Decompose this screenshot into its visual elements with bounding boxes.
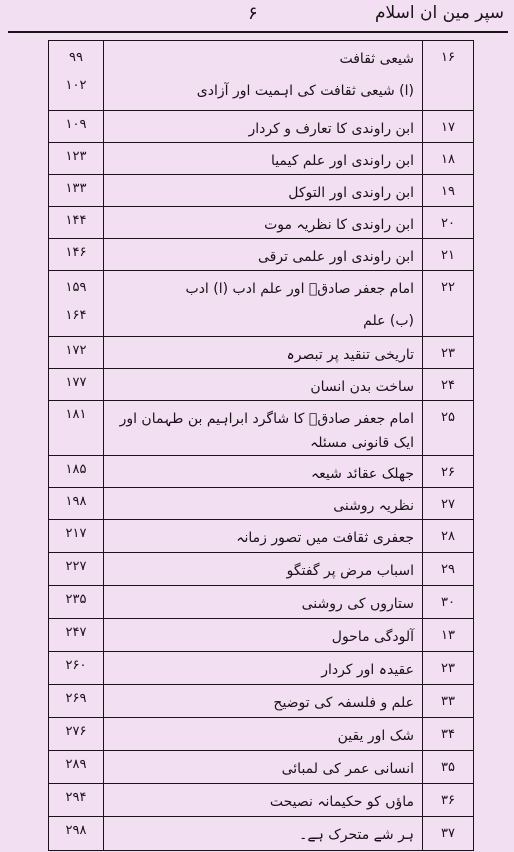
entry-title <box>104 175 423 207</box>
entry-number: ۲۲ <box>423 271 474 337</box>
entry-number: ۲۷ <box>423 488 474 520</box>
entry-page <box>49 817 104 851</box>
entry-title-line: ابن راوندی اور علمی ترقی <box>257 249 414 265</box>
entry-title-line: ابن راوندی اور التوکل <box>288 185 414 201</box>
page-ref: ۲۲۷ <box>65 559 87 574</box>
toc-row <box>49 619 474 652</box>
page-ref: ۲۱۷ <box>65 526 87 541</box>
page-ref: ۲۷۶ <box>65 724 87 739</box>
entry-title-line: تاریخی تنقید پر تبصرہ <box>286 347 414 363</box>
entry-number: ۳۳ <box>423 685 474 718</box>
entry-page <box>49 553 104 586</box>
toc-row <box>49 652 474 685</box>
entry-page <box>49 207 104 239</box>
entry-page <box>49 111 104 143</box>
entry-title-line: عقیدہ اور کردار <box>321 662 414 678</box>
toc-row <box>49 817 474 851</box>
page-header <box>0 0 514 36</box>
toc-row <box>49 41 474 111</box>
page-ref: ۲۶۹ <box>65 691 87 706</box>
page-ref: ۱۳۳ <box>65 181 87 196</box>
entry-number: ۲۳ <box>423 652 474 685</box>
entry-number: ۳۵ <box>423 751 474 784</box>
toc-row <box>49 751 474 784</box>
entry-title <box>104 41 423 111</box>
page-number: ۶ <box>248 3 258 24</box>
entry-number: ۲۸ <box>423 520 474 553</box>
entry-title-line: ابن راوندی کا نظریہ موت <box>264 217 414 233</box>
entry-page <box>49 488 104 520</box>
toc-row <box>49 111 474 143</box>
entry-title-line: امام جعفر صادقؑ کا شاگرد ابراہیم بن طہمان اور ایک قانونی مسئلہ <box>119 411 414 451</box>
toc-row <box>49 553 474 586</box>
entry-title-line: ستاروں کی روشنی <box>301 596 414 612</box>
page-ref: ۱۸۵ <box>65 462 87 477</box>
entry-title-line: امام جعفر صادقؑ اور علم ادب (ا) ادب <box>185 281 414 297</box>
toc-row <box>49 718 474 751</box>
entry-page <box>49 784 104 817</box>
toc-row <box>49 401 474 456</box>
page-ref: ۱۲۳ <box>65 149 87 164</box>
entry-title <box>104 685 423 718</box>
toc-row <box>49 488 474 520</box>
toc-row <box>49 369 474 401</box>
entry-title-line: آلودگی ماحول <box>331 629 414 645</box>
entry-number: ۳۴ <box>423 718 474 751</box>
entry-title-line: نظریہ روشنی <box>333 498 414 514</box>
entry-title <box>104 207 423 239</box>
toc-row <box>49 271 474 337</box>
entry-title-line: ساخت بدن انسان <box>310 379 414 395</box>
toc-row <box>49 520 474 553</box>
contents-table <box>48 40 474 851</box>
entry-title-line: اسباب مرض پر گفتگو <box>286 563 414 579</box>
page-ref: ۱۰۹ <box>65 117 87 132</box>
entry-number: ۱۷ <box>423 111 474 143</box>
page-ref: ۱۴۶ <box>65 245 87 260</box>
entry-title-line: ابن راوندی کا تعارف و کردار <box>248 121 414 137</box>
entry-number: ۲۹ <box>423 553 474 586</box>
entry-number: ۳۰ <box>423 586 474 619</box>
header-rule <box>8 31 508 33</box>
entry-page <box>49 685 104 718</box>
entry-title <box>104 784 423 817</box>
page-ref: ۲۹۸ <box>65 823 87 838</box>
toc-row <box>49 207 474 239</box>
entry-title <box>104 488 423 520</box>
page-ref: ۱۶۴ <box>65 308 87 323</box>
entry-title-line: شک اور یقین <box>337 728 414 744</box>
toc-row <box>49 456 474 488</box>
toc-row <box>49 586 474 619</box>
toc-row <box>49 784 474 817</box>
entry-page <box>49 175 104 207</box>
entry-title <box>104 718 423 751</box>
page-ref: ۲۳۵ <box>65 592 87 607</box>
toc-row <box>49 143 474 175</box>
entry-number: ۲۴ <box>423 369 474 401</box>
entry-number: ۱۸ <box>423 143 474 175</box>
entry-number: ۳۷ <box>423 817 474 851</box>
entry-page <box>49 337 104 369</box>
page-ref: ۱۹۸ <box>65 494 87 509</box>
entry-title-line: ہر شے متحرک ہے۔ <box>299 827 414 843</box>
page-ref: ۲۹۴ <box>65 790 87 805</box>
entry-title <box>104 817 423 851</box>
entry-page <box>49 369 104 401</box>
entry-title <box>104 143 423 175</box>
entry-page <box>49 619 104 652</box>
entry-number: ۱۶ <box>423 41 474 111</box>
entry-number: ۲۳ <box>423 337 474 369</box>
page-ref: ۱۷۷ <box>65 375 87 390</box>
entry-page <box>49 143 104 175</box>
entry-number: ۱۹ <box>423 175 474 207</box>
page-ref: ۲۸۹ <box>65 757 87 772</box>
entry-page <box>49 401 104 456</box>
entry-page <box>49 271 104 337</box>
entry-title-line: ماؤں کو حکیمانہ نصیحت <box>269 794 414 810</box>
entry-number: ۲۵ <box>423 401 474 456</box>
entry-title-line: علم و فلسفہ کی توضیح <box>273 695 414 711</box>
entry-page <box>49 520 104 553</box>
entry-title-line: ابن راوندی اور علم کیمیا <box>270 153 414 169</box>
entry-title <box>104 111 423 143</box>
entry-page <box>49 652 104 685</box>
page-ref: ۲۴۷ <box>65 625 87 640</box>
entry-title-line: (ب) علم <box>363 313 414 329</box>
entry-page <box>49 751 104 784</box>
entry-page <box>49 41 104 111</box>
entry-title <box>104 401 423 456</box>
entry-title-line: جھلک عقائد شیعہ <box>310 466 414 482</box>
entry-title <box>104 520 423 553</box>
entry-title <box>104 586 423 619</box>
entry-title <box>104 652 423 685</box>
page-ref: ۱۰۲ <box>65 78 87 93</box>
toc-row <box>49 175 474 207</box>
entry-number: ۲۱ <box>423 239 474 271</box>
entry-title <box>104 369 423 401</box>
entry-number: ۱۳ <box>423 619 474 652</box>
entry-title-line: (ا) شیعی ثقافت کی اہمیت اور آزادی <box>196 83 414 99</box>
page-ref: ۱۸۱ <box>65 407 87 422</box>
entry-title <box>104 619 423 652</box>
page-ref: ۹۹ <box>69 50 83 65</box>
entry-page <box>49 586 104 619</box>
page-ref: ۱۴۴ <box>65 213 87 228</box>
toc-row <box>49 239 474 271</box>
entry-number: ۳۶ <box>423 784 474 817</box>
page-ref: ۲۶۰ <box>65 658 87 673</box>
entry-title <box>104 337 423 369</box>
entry-page <box>49 718 104 751</box>
entry-page <box>49 456 104 488</box>
toc-row <box>49 337 474 369</box>
book-title: سپر مین ان اسلام <box>375 3 504 23</box>
toc-row <box>49 685 474 718</box>
entry-number: ۲۶ <box>423 456 474 488</box>
entry-number: ۲۰ <box>423 207 474 239</box>
entry-title <box>104 239 423 271</box>
entry-title-line: شیعی ثقافت <box>339 51 414 67</box>
entry-page <box>49 239 104 271</box>
entry-title <box>104 271 423 337</box>
entry-title-line: جعفری ثقافت میں تصور زمانہ <box>236 530 414 546</box>
page-ref: ۱۷۲ <box>65 343 87 358</box>
entry-title <box>104 553 423 586</box>
entry-title <box>104 751 423 784</box>
page-ref: ۱۵۹ <box>65 280 87 295</box>
entry-title <box>104 456 423 488</box>
entry-title-line: انسانی عمر کی لمبائی <box>281 761 414 777</box>
